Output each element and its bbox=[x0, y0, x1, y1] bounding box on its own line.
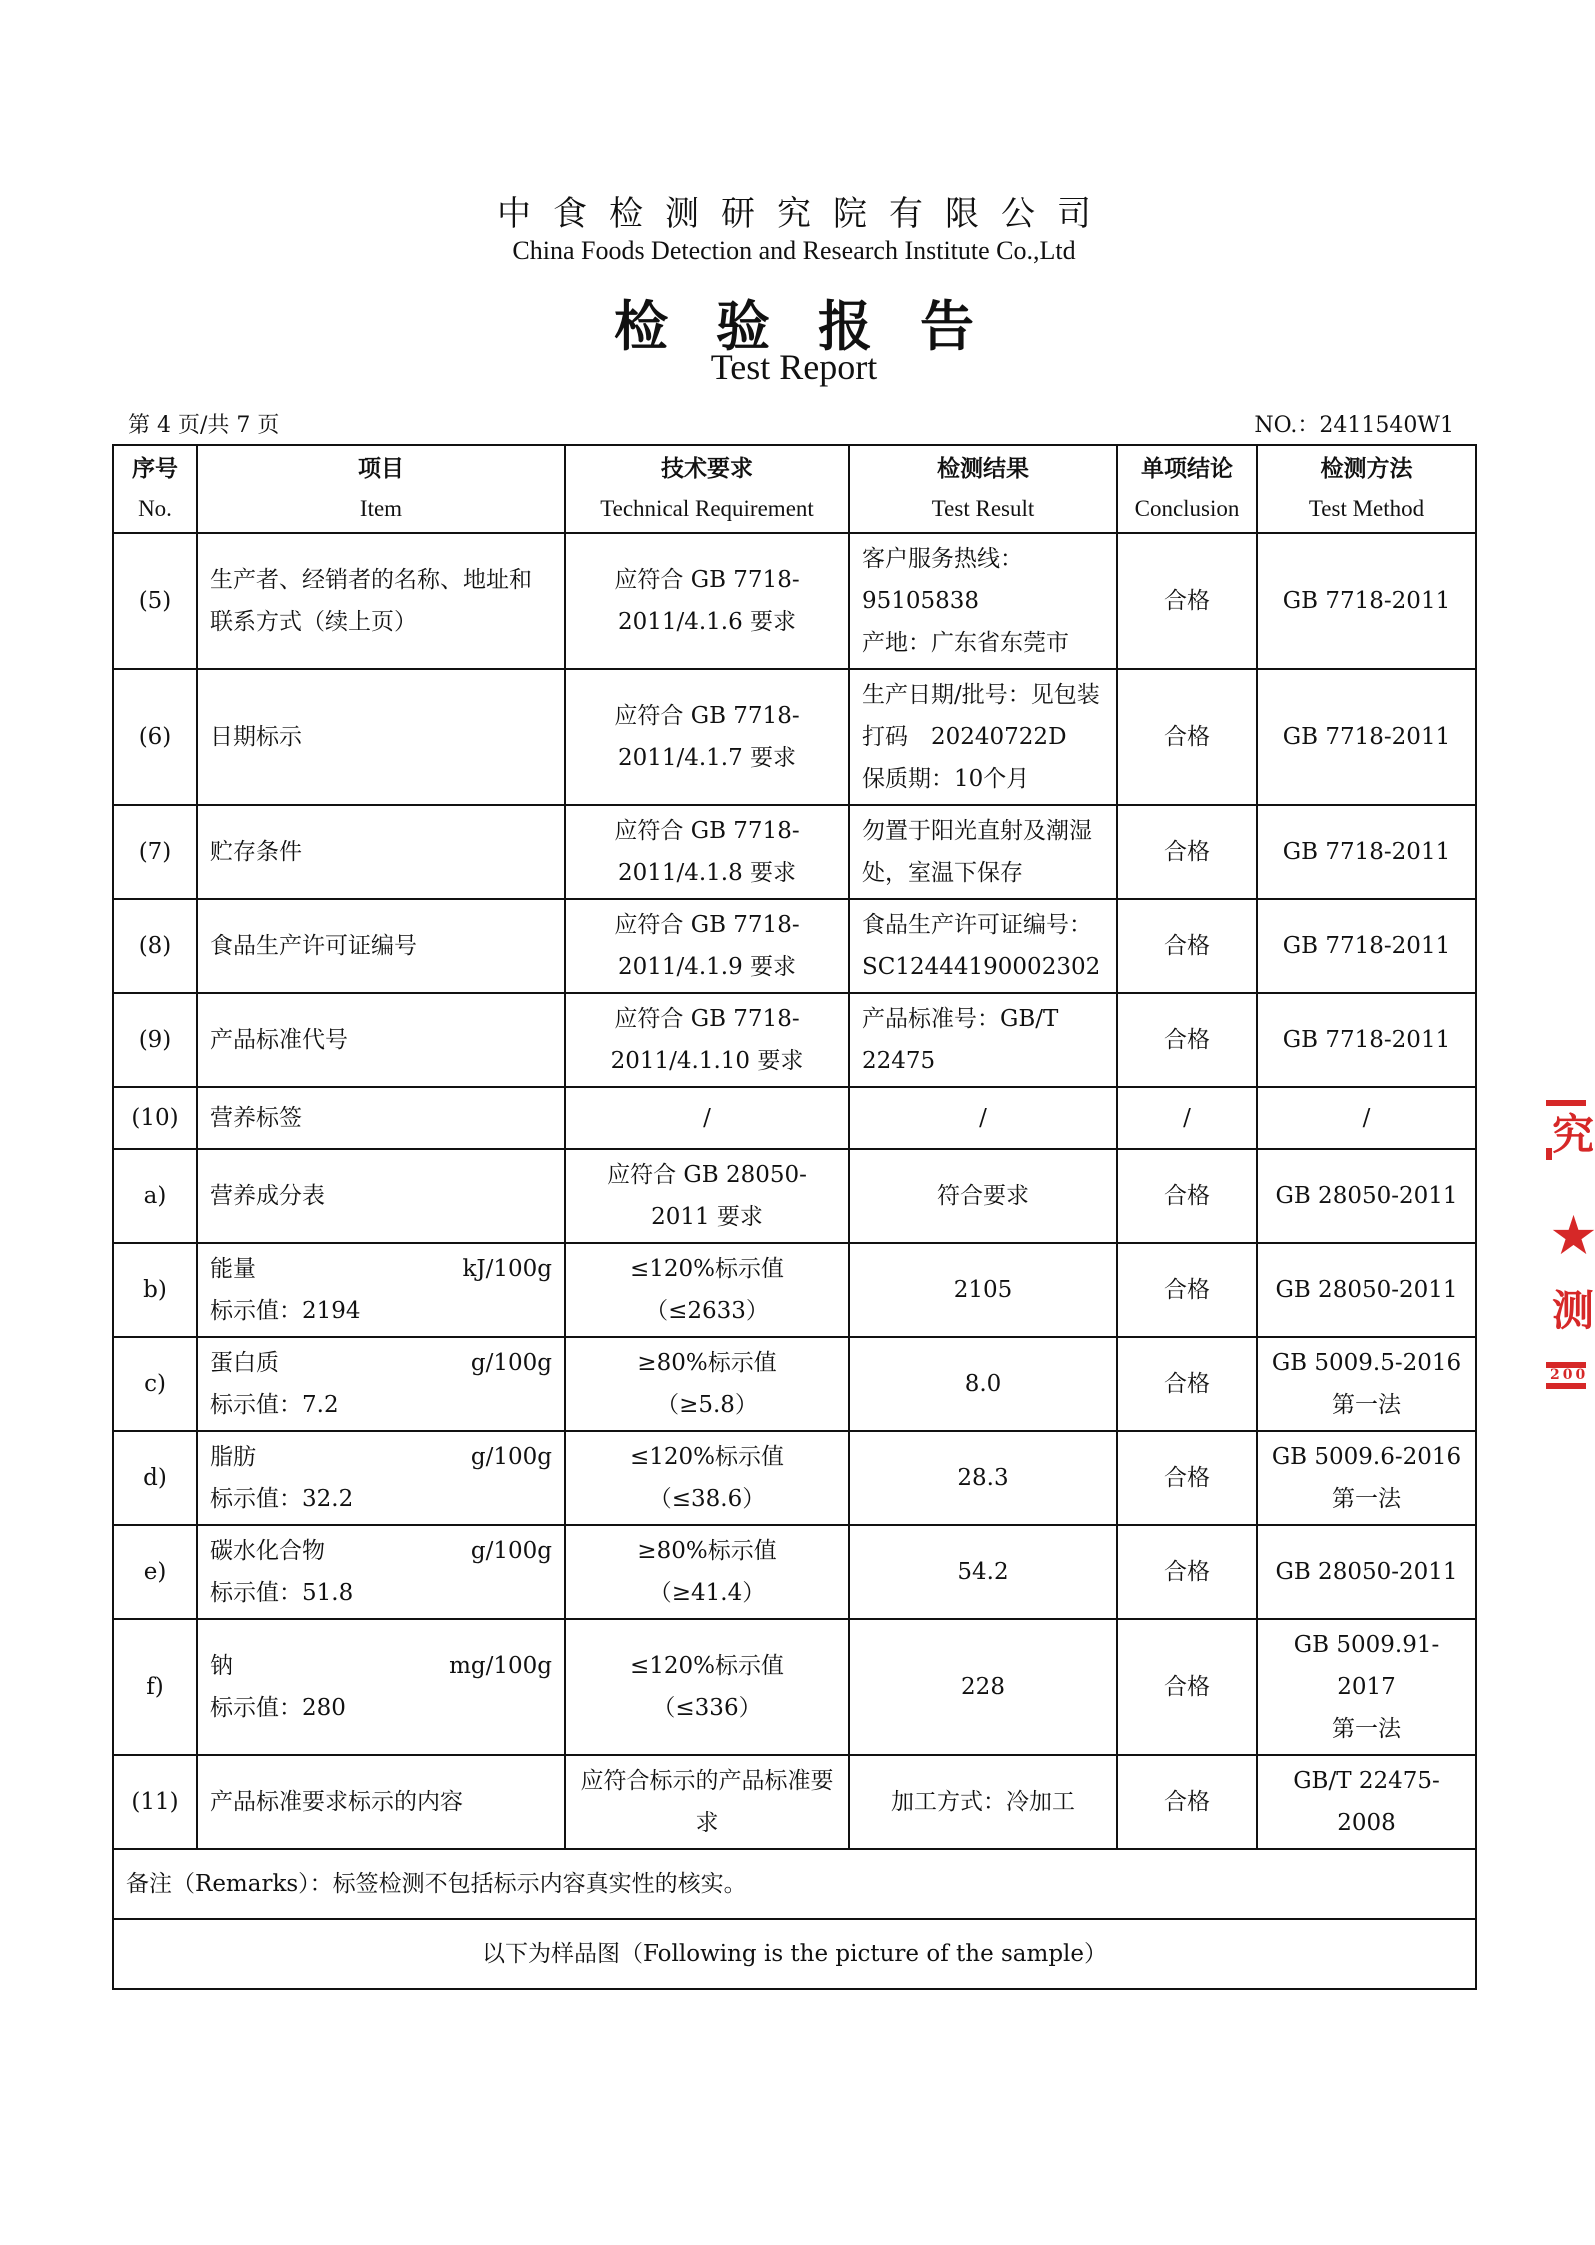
item-unit: g/100g bbox=[470, 1350, 552, 1376]
item-unit: mg/100g bbox=[449, 1653, 552, 1679]
conclusion-cell: 合格 bbox=[1117, 1149, 1257, 1243]
result-cell: 54.2 bbox=[849, 1525, 1117, 1619]
requirement-cell: 应符合 GB 7718-2011/4.1.6 要求 bbox=[565, 533, 849, 669]
requirement-cell: 应符合 GB 28050-2011 要求 bbox=[565, 1149, 849, 1243]
table-row bbox=[113, 1149, 1476, 1243]
requirement-cell: ≥80%标示值 （≥5.8） bbox=[565, 1337, 849, 1431]
row-number: d) bbox=[113, 1431, 197, 1525]
result-cell: 生产日期/批号：见包装打码 20240722D 保质期：10个月 bbox=[849, 669, 1117, 805]
row-number: (10) bbox=[113, 1087, 197, 1149]
conclusion-cell: 合格 bbox=[1117, 1525, 1257, 1619]
item-cell bbox=[197, 1525, 565, 1619]
result-cell: 加工方式：冷加工 bbox=[849, 1755, 1117, 1849]
method-cell: GB 7718-2011 bbox=[1257, 669, 1476, 805]
item-cell bbox=[197, 1243, 565, 1337]
conclusion-cell: 合格 bbox=[1117, 533, 1257, 669]
conclusion-cell: 合格 bbox=[1117, 1431, 1257, 1525]
method-cell: GB 7718-2011 bbox=[1257, 805, 1476, 899]
table-row bbox=[113, 805, 1476, 899]
item-name: 碳水化合物 bbox=[210, 1538, 325, 1564]
col-header-requirement: 技术要求 Technical Requirement bbox=[565, 445, 849, 533]
result-cell: 28.3 bbox=[849, 1431, 1117, 1525]
result-cell: 产品标准号：GB/T 22475 bbox=[849, 993, 1117, 1087]
result-cell: / bbox=[849, 1087, 1117, 1149]
requirement-cell: 应符合 GB 7718-2011/4.1.9 要求 bbox=[565, 899, 849, 993]
table-row bbox=[113, 669, 1476, 805]
conclusion-cell: / bbox=[1117, 1087, 1257, 1149]
table-row bbox=[113, 1619, 1476, 1755]
item-name: 日期标示 bbox=[197, 669, 565, 805]
item-cell bbox=[197, 1431, 565, 1525]
conclusion-cell: 合格 bbox=[1117, 899, 1257, 993]
method-cell: GB 28050-2011 bbox=[1257, 1525, 1476, 1619]
declared-value: 标示值：32.2 bbox=[210, 1486, 354, 1512]
requirement-cell: 应符合 GB 7718-2011/4.1.8 要求 bbox=[565, 805, 849, 899]
item-name: 食品生产许可证编号 bbox=[197, 899, 565, 993]
row-number: (8) bbox=[113, 899, 197, 993]
result-cell: 8.0 bbox=[849, 1337, 1117, 1431]
item-name: 钠 bbox=[210, 1653, 233, 1679]
requirement-cell: 应符合 GB 7718-2011/4.1.7 要求 bbox=[565, 669, 849, 805]
table-row bbox=[113, 1087, 1476, 1149]
item-name: 营养标签 bbox=[197, 1087, 565, 1149]
declared-value: 标示值：51.8 bbox=[210, 1580, 354, 1606]
item-name: 贮存条件 bbox=[197, 805, 565, 899]
row-number: (7) bbox=[113, 805, 197, 899]
organization-name-en: China Foods Detection and Research Institute Co.,Ltd bbox=[512, 236, 1076, 265]
item-unit: kJ/100g bbox=[462, 1256, 552, 1282]
page-number: 第 4 页/共 7 页 bbox=[128, 413, 280, 438]
row-number: b) bbox=[113, 1243, 197, 1337]
test-results-table bbox=[112, 444, 1477, 1990]
row-number: (9) bbox=[113, 993, 197, 1087]
row-number: e) bbox=[113, 1525, 197, 1619]
method-cell: GB/T 22475-2008 bbox=[1257, 1755, 1476, 1849]
col-header-method: 检测方法 Test Method bbox=[1257, 445, 1476, 533]
declared-value: 标示值：2194 bbox=[210, 1298, 361, 1324]
col-header-no: 序号 No. bbox=[113, 445, 197, 533]
table-header-row bbox=[113, 445, 1476, 533]
row-number: f) bbox=[113, 1619, 197, 1755]
sample-picture-note: 以下为样品图（Following is the picture of the sample） bbox=[113, 1919, 1476, 1989]
requirement-cell: ≤120%标示值 （≤336） bbox=[565, 1619, 849, 1755]
conclusion-cell: 合格 bbox=[1117, 1243, 1257, 1337]
result-cell: 客户服务热线：95105838 产地：广东省东莞市 bbox=[849, 533, 1117, 669]
item-unit: g/100g bbox=[470, 1444, 552, 1470]
method-cell: / bbox=[1257, 1087, 1476, 1149]
report-title-cn: 检验报告 bbox=[614, 294, 1022, 358]
table-row bbox=[113, 993, 1476, 1087]
method-cell: GB 7718-2011 bbox=[1257, 533, 1476, 669]
item-cell bbox=[197, 1337, 565, 1431]
col-header-result: 检测结果 Test Result bbox=[849, 445, 1117, 533]
requirement-cell: ≥80%标示值 （≥41.4） bbox=[565, 1525, 849, 1619]
declared-value: 标示值：7.2 bbox=[210, 1392, 339, 1418]
col-header-conclusion: 单项结论 Conclusion bbox=[1117, 445, 1257, 533]
conclusion-cell: 合格 bbox=[1117, 805, 1257, 899]
method-cell: GB 7718-2011 bbox=[1257, 899, 1476, 993]
conclusion-cell: 合格 bbox=[1117, 669, 1257, 805]
col-header-item: 项目 Item bbox=[197, 445, 565, 533]
item-unit: g/100g bbox=[470, 1538, 552, 1564]
table-row bbox=[113, 1525, 1476, 1619]
requirement-cell: ≤120%标示值 （≤2633） bbox=[565, 1243, 849, 1337]
row-number: (5) bbox=[113, 533, 197, 669]
conclusion-cell: 合格 bbox=[1117, 993, 1257, 1087]
remarks-text: 备注（Remarks）：标签检测不包括标示内容真实性的核实。 bbox=[113, 1849, 1476, 1919]
stamp-year: 200 bbox=[1550, 1367, 1589, 1383]
declared-value: 标示值：280 bbox=[210, 1695, 346, 1721]
method-cell: GB 7718-2011 bbox=[1257, 993, 1476, 1087]
requirement-cell: / bbox=[565, 1087, 849, 1149]
organization-name-cn: 中食检测研究院有限公司 bbox=[497, 194, 1113, 234]
remarks-row bbox=[113, 1849, 1476, 1919]
row-number: (11) bbox=[113, 1755, 197, 1849]
item-cell bbox=[197, 1619, 565, 1755]
item-name: 产品标准代号 bbox=[197, 993, 565, 1087]
stamp-char-2: 测 bbox=[1552, 1286, 1595, 1335]
result-cell: 符合要求 bbox=[849, 1149, 1117, 1243]
row-number: c) bbox=[113, 1337, 197, 1431]
table-row bbox=[113, 1337, 1476, 1431]
table-row bbox=[113, 1755, 1476, 1849]
item-name: 能量 bbox=[210, 1256, 256, 1282]
row-number: a) bbox=[113, 1149, 197, 1243]
conclusion-cell: 合格 bbox=[1117, 1337, 1257, 1431]
table-row bbox=[113, 533, 1476, 669]
conclusion-cell: 合格 bbox=[1117, 1619, 1257, 1755]
stamp-star-icon: ★ bbox=[1552, 1208, 1595, 1264]
report-title-en: Test Report bbox=[710, 347, 878, 387]
report-number: NO.：2411540W1 bbox=[1254, 413, 1454, 438]
method-cell: GB 28050-2011 bbox=[1257, 1243, 1476, 1337]
result-cell: 食品生产许可证编号：SC12444190002302 bbox=[849, 899, 1117, 993]
item-name: 产品标准要求标示的内容 bbox=[197, 1755, 565, 1849]
requirement-cell: 应符合 GB 7718-2011/4.1.10 要求 bbox=[565, 993, 849, 1087]
table-row bbox=[113, 899, 1476, 993]
row-number: (6) bbox=[113, 669, 197, 805]
table-row bbox=[113, 1431, 1476, 1525]
result-cell: 228 bbox=[849, 1619, 1117, 1755]
requirement-cell: 应符合标示的产品标准要求 bbox=[565, 1755, 849, 1849]
item-name: 蛋白质 bbox=[210, 1350, 279, 1376]
method-cell: GB 5009.6-2016 第一法 bbox=[1257, 1431, 1476, 1525]
item-name: 营养成分表 bbox=[197, 1149, 565, 1243]
result-cell: 勿置于阳光直射及潮湿处，室温下保存 bbox=[849, 805, 1117, 899]
item-name: 生产者、经销者的名称、地址和联系方式（续上页） bbox=[197, 533, 565, 669]
requirement-cell: ≤120%标示值 （≤38.6） bbox=[565, 1431, 849, 1525]
sample-note-row bbox=[113, 1919, 1476, 1989]
method-cell: GB 28050-2011 bbox=[1257, 1149, 1476, 1243]
table-row bbox=[113, 1243, 1476, 1337]
method-cell: GB 5009.5-2016 第一法 bbox=[1257, 1337, 1476, 1431]
item-name: 脂肪 bbox=[210, 1444, 256, 1470]
result-cell: 2105 bbox=[849, 1243, 1117, 1337]
stamp-char-1: 究 bbox=[1552, 1110, 1595, 1159]
conclusion-cell: 合格 bbox=[1117, 1755, 1257, 1849]
red-seal-stamp bbox=[1546, 1100, 1595, 1390]
method-cell: GB 5009.91-2017 第一法 bbox=[1257, 1619, 1476, 1755]
